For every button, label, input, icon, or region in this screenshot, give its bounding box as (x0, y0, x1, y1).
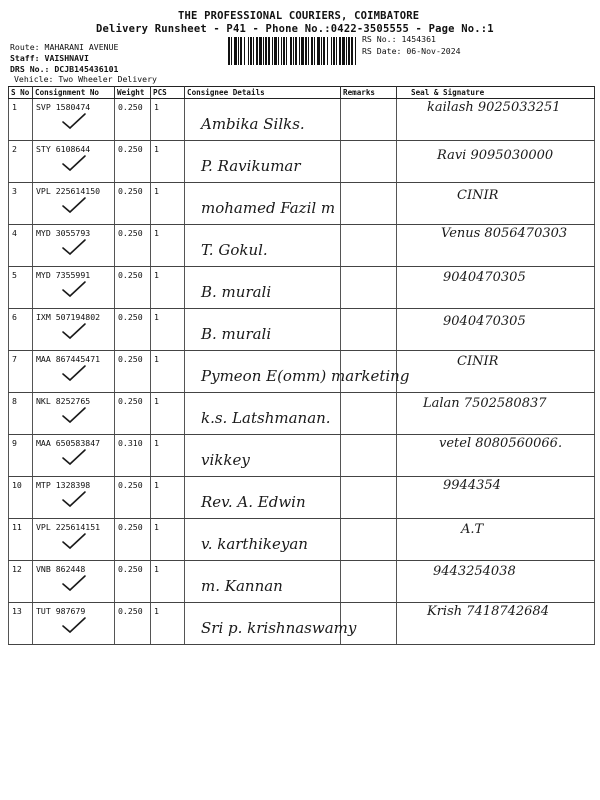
cell-consignment-no-text: MYD 3055793 (36, 228, 91, 238)
cell-consignee (185, 225, 341, 267)
cell-sno-text: 6 (12, 312, 17, 322)
cell-remarks (341, 477, 397, 519)
barcode (228, 37, 356, 65)
consignee-handwriting: vikkey (201, 451, 250, 469)
cell-sno-text: 1 (12, 102, 17, 112)
cell-pcs-text: 1 (154, 480, 159, 490)
signature-handwriting: Lalan 7502580837 (423, 396, 547, 411)
cell-sno-text: 4 (12, 228, 17, 238)
table-row (9, 225, 595, 267)
cell-consignee (185, 99, 341, 141)
cell-remarks (341, 141, 397, 183)
rs-no-value: 1454361 (401, 34, 436, 44)
signature-handwriting: Krish 7418742684 (427, 604, 549, 619)
staff-label: Staff: (10, 53, 40, 63)
cell-weight (115, 477, 151, 519)
cell-consignment-no-text: STY 6108644 (36, 144, 91, 154)
header-consignment: Consignment No (33, 87, 115, 99)
cell-consignment-no (33, 561, 115, 603)
cell-consignment-no-text: MTP 1328398 (36, 480, 91, 490)
table-row (9, 267, 595, 309)
cell-consignment-no-text: VNB 862448 (36, 564, 86, 574)
table-row (9, 603, 595, 645)
rs-date-value: 06-Nov-2024 (406, 46, 461, 56)
cell-sno (9, 519, 33, 561)
cell-consignee (185, 603, 357, 645)
consignee-handwriting: P. Ravikumar (201, 157, 301, 175)
header-seal-signature: Seal & Signature (397, 87, 595, 99)
cell-weight-text: 0.250 (118, 228, 143, 238)
cell-consignee (185, 435, 341, 477)
cell-remarks (341, 519, 397, 561)
cell-pcs (151, 519, 185, 561)
cell-sno (9, 183, 33, 225)
cell-remarks (341, 351, 397, 393)
consignee-handwriting: B. murali (201, 325, 272, 343)
staff-value: VAISHNAVI (44, 53, 89, 63)
cell-pcs (151, 603, 185, 645)
drs-label: DRS No.: (10, 64, 50, 74)
cell-weight (115, 267, 151, 309)
table-row (9, 393, 595, 435)
cell-weight (115, 561, 151, 603)
cell-consignee (185, 141, 341, 183)
cell-sno-text: 13 (12, 606, 22, 616)
cell-consignment-no-text: MAA 650583847 (36, 438, 101, 448)
checkmark-icon (61, 154, 87, 172)
signature-handwriting: 9040470305 (443, 270, 526, 285)
cell-sno (9, 351, 33, 393)
cell-consignment-no-text: VPL 225614150 (36, 186, 101, 196)
cell-sno (9, 309, 33, 351)
cell-weight-text: 0.250 (118, 606, 143, 616)
cell-consignment-no-text: IXM 507194802 (36, 312, 101, 322)
cell-seal-signature (397, 267, 595, 309)
signature-handwriting: Ravi 9095030000 (437, 148, 554, 163)
cell-seal-signature (397, 477, 595, 519)
cell-sno (9, 603, 33, 645)
cell-sno (9, 141, 33, 183)
rs-no-label: RS No.: (362, 34, 397, 44)
cell-sno-text: 9 (12, 438, 17, 448)
cell-sno-text: 7 (12, 354, 17, 364)
table-row (9, 99, 595, 141)
table-header-row (9, 87, 595, 99)
cell-sno (9, 267, 33, 309)
cell-pcs (151, 561, 185, 603)
cell-pcs (151, 267, 185, 309)
route-value: MAHARANI AVENUE (44, 42, 119, 52)
cell-sno-text: 5 (12, 270, 17, 280)
cell-remarks (341, 309, 397, 351)
cell-weight (115, 183, 151, 225)
cell-pcs-text: 1 (154, 438, 159, 448)
cell-pcs-text: 1 (154, 270, 159, 280)
checkmark-icon (61, 196, 87, 214)
cell-consignment-no-text: MYD 7355991 (36, 270, 91, 280)
rs-date-line (362, 46, 461, 56)
cell-remarks (341, 183, 397, 225)
cell-sno-text: 12 (12, 564, 22, 574)
cell-consignee (185, 309, 341, 351)
cell-pcs-text: 1 (154, 144, 159, 154)
signature-handwriting: vetel 8080560066. (439, 436, 563, 451)
cell-consignee (185, 477, 341, 519)
cell-remarks (341, 267, 397, 309)
checkmark-icon (61, 280, 87, 298)
cell-sno (9, 435, 33, 477)
cell-pcs (151, 225, 185, 267)
cell-remarks (341, 99, 397, 141)
cell-sno (9, 477, 33, 519)
signature-handwriting: A.T (461, 522, 484, 537)
cell-pcs-text: 1 (154, 522, 159, 532)
header-pcs: PCS (151, 87, 185, 99)
consignee-handwriting: Sri p. krishnaswamy (201, 619, 357, 637)
cell-pcs (151, 435, 185, 477)
consignee-handwriting: m. Kannan (201, 577, 283, 595)
signature-handwriting: CINIR (457, 354, 499, 369)
signature-handwriting: 9040470305 (443, 314, 526, 329)
signature-handwriting: CINIR (457, 188, 499, 203)
cell-weight-text: 0.250 (118, 564, 143, 574)
cell-pcs (151, 351, 185, 393)
cell-remarks (341, 393, 397, 435)
header-remarks: Remarks (341, 87, 397, 99)
cell-weight-text: 0.250 (118, 354, 143, 364)
consignee-handwriting: Ambika Silks. (201, 115, 305, 133)
checkmark-icon (61, 448, 87, 466)
cell-pcs (151, 393, 185, 435)
rs-no-line (362, 34, 436, 44)
signature-handwriting: 9944354 (443, 478, 501, 493)
vehicle-value: Two Wheeler Delivery (58, 74, 157, 84)
header-sno: S No (9, 87, 33, 99)
checkmark-icon (61, 238, 87, 256)
table-row (9, 519, 595, 561)
cell-weight-text: 0.250 (118, 270, 143, 280)
cell-seal-signature (397, 603, 595, 645)
cell-consignee (185, 519, 341, 561)
route-line (10, 42, 118, 53)
consignee-handwriting: Rev. A. Edwin (201, 493, 306, 511)
cell-seal-signature (397, 225, 595, 267)
cell-consignment-no (33, 435, 115, 477)
cell-consignment-no (33, 99, 115, 141)
route-label: Route: (10, 42, 40, 52)
cell-weight-text: 0.310 (118, 438, 143, 448)
cell-consignment-no-text: NKL 8252765 (36, 396, 91, 406)
table-row (9, 477, 595, 519)
cell-pcs (151, 477, 185, 519)
cell-weight (115, 141, 151, 183)
cell-seal-signature (397, 309, 595, 351)
checkmark-icon (61, 490, 87, 508)
cell-sno-text: 10 (12, 480, 22, 490)
checkmark-icon (61, 616, 87, 634)
cell-consignment-no (33, 477, 115, 519)
rs-date-label: RS Date: (362, 46, 402, 56)
cell-pcs-text: 1 (154, 228, 159, 238)
company-title: THE PROFESSIONAL COURIERS, COIMBATORE (178, 10, 420, 22)
cell-consignment-no (33, 141, 115, 183)
consignee-handwriting: k.s. Latshmanan. (201, 409, 331, 427)
cell-consignment-no (33, 225, 115, 267)
cell-consignment-no (33, 267, 115, 309)
cell-sno-text: 11 (12, 522, 22, 532)
checkmark-icon (61, 112, 87, 130)
cell-pcs-text: 1 (154, 312, 159, 322)
cell-weight (115, 225, 151, 267)
cell-pcs-text: 1 (154, 354, 159, 364)
consignee-handwriting: B. murali (201, 283, 272, 301)
cell-weight (115, 99, 151, 141)
consignee-handwriting: mohamed Fazil m (201, 199, 336, 217)
consignee-handwriting: v. karthikeyan (201, 535, 308, 553)
cell-seal-signature (397, 99, 595, 141)
cell-weight-text: 0.250 (118, 144, 143, 154)
consignee-handwriting: T. Gokul. (201, 241, 268, 259)
cell-weight (115, 309, 151, 351)
cell-pcs-text: 1 (154, 102, 159, 112)
cell-consignee (185, 351, 410, 393)
cell-remarks (341, 603, 397, 645)
cell-sno-text: 8 (12, 396, 17, 406)
cell-seal-signature (397, 561, 595, 603)
table-row (9, 183, 595, 225)
cell-remarks (341, 435, 397, 477)
cell-seal-signature (397, 141, 595, 183)
cell-sno (9, 393, 33, 435)
cell-pcs (151, 309, 185, 351)
table-row (9, 351, 595, 393)
cell-consignment-no (33, 603, 115, 645)
cell-weight (115, 603, 151, 645)
checkmark-icon (61, 574, 87, 592)
cell-weight (115, 351, 151, 393)
checkmark-icon (61, 364, 87, 382)
table-row (9, 141, 595, 183)
cell-pcs-text: 1 (154, 606, 159, 616)
cell-consignment-no (33, 519, 115, 561)
cell-weight (115, 519, 151, 561)
cell-seal-signature (397, 393, 595, 435)
cell-weight-text: 0.250 (118, 480, 143, 490)
cell-consignment-no-text: MAA 867445471 (36, 354, 101, 364)
cell-weight (115, 393, 151, 435)
signature-handwriting: kailash 9025033251 (427, 100, 561, 115)
cell-consignee (185, 267, 341, 309)
cell-consignment-no (33, 309, 115, 351)
cell-weight (115, 435, 151, 477)
vehicle-line (14, 74, 157, 85)
table-row (9, 435, 595, 477)
cell-weight-text: 0.250 (118, 312, 143, 322)
delivery-table (8, 86, 595, 645)
cell-consignment-no-text: TUT 987679 (36, 606, 86, 616)
cell-pcs (151, 99, 185, 141)
header-consignee: Consignee Details (185, 87, 341, 99)
signature-handwriting: Venus 8056470303 (441, 226, 568, 241)
cell-weight-text: 0.250 (118, 186, 143, 196)
header-weight: Weight (115, 87, 151, 99)
cell-consignee (185, 183, 341, 225)
cell-seal-signature (397, 519, 595, 561)
cell-pcs-text: 1 (154, 186, 159, 196)
cell-sno (9, 561, 33, 603)
cell-remarks (341, 561, 397, 603)
cell-consignment-no-text: VPL 225614151 (36, 522, 101, 532)
cell-weight-text: 0.250 (118, 522, 143, 532)
cell-pcs (151, 141, 185, 183)
cell-pcs-text: 1 (154, 396, 159, 406)
cell-seal-signature (397, 435, 595, 477)
runsheet-subtitle: Delivery Runsheet - P41 - Phone No.:0422-3505555 - Page No.:1 (96, 23, 494, 35)
checkmark-icon (61, 406, 87, 424)
cell-sno (9, 225, 33, 267)
signature-handwriting: 9443254038 (433, 564, 516, 579)
cell-consignment-no (33, 351, 115, 393)
cell-pcs-text: 1 (154, 564, 159, 574)
cell-consignment-no-text: SVP 1580474 (36, 102, 91, 112)
cell-sno-text: 3 (12, 186, 17, 196)
vehicle-label: Vehicle: (14, 74, 54, 84)
table-row (9, 561, 595, 603)
cell-consignee (185, 561, 341, 603)
cell-sno (9, 99, 33, 141)
staff-line (10, 53, 89, 64)
table-row (9, 309, 595, 351)
cell-weight-text: 0.250 (118, 396, 143, 406)
cell-remarks (341, 225, 397, 267)
cell-seal-signature (397, 351, 595, 393)
consignee-handwriting: Pymeon E(omm) marketing (201, 367, 410, 385)
cell-seal-signature (397, 183, 595, 225)
cell-sno-text: 2 (12, 144, 17, 154)
drs-value: DCJB145436101 (54, 64, 119, 74)
cell-consignment-no (33, 393, 115, 435)
cell-consignee (185, 393, 341, 435)
checkmark-icon (61, 532, 87, 550)
checkmark-icon (61, 322, 87, 340)
cell-weight-text: 0.250 (118, 102, 143, 112)
cell-pcs (151, 183, 185, 225)
cell-consignment-no (33, 183, 115, 225)
